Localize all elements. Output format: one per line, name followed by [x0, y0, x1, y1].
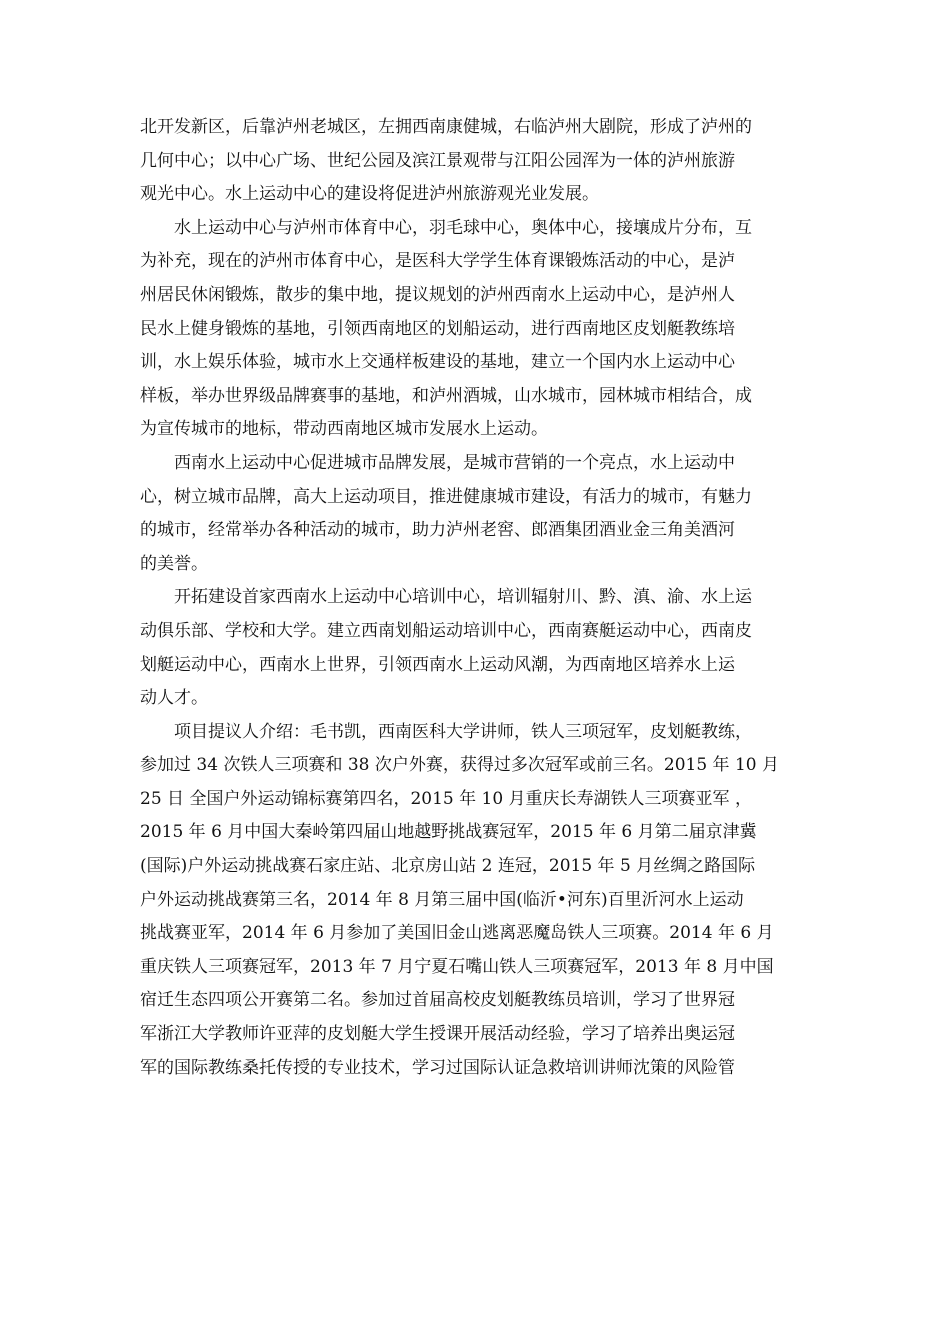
paragraph-continuation: 北开发新区，后靠泸州老城区，左拥西南康健城，右临泸州大剧院，形成了泸州的 几何中心；以中心广场、世纪公园及滨江景观带与江阳公园浑为一体的泸州旅游 观光中心。水上运动中心的建设将促进泸州旅游观光业发展。 — [140, 117, 752, 205]
paragraph-training-center: 开拓建设首家西南水上运动中心培训中心，培训辐射川、黔、滇、渝、水上运 动俱乐部、学校和大学。建立西南划船运动培训中心，西南赛艇运动中心，西南皮 划艇运动中心，西南水上世界，引领西南水上运动风潮，为西南地区培养水上运 动人才。 — [140, 587, 752, 709]
paragraph-sports-center: 水上运动中心与泸州市体育中心，羽毛球中心，奥体中心，接壤成片分布，互 为补充，现在的泸州市体育中心，是医科大学学生体育课锻炼活动的中心，是泸 州居民休闲锻炼，散步的集中地，提议规划的泸州西南水上运动中心，是泸州人 民水上健身锻炼的基地，引领西南地区的划船运动，进行西南地区皮划艇教练培 训，水上娱乐体验，城市水上交通样板建设的基地，建立一个国内水上运动中心 样板，举办世界级品牌赛事的基地，和泸州酒城，山水城市，园林城市相结合，成 为宣传城市的地标，带动西南地区城市发展水上运动。 — [140, 217, 752, 440]
document-body — [140, 111, 810, 1085]
paragraph-city-brand: 西南水上运动中心促进城市品牌发展，是城市营销的一个亮点，水上运动中 心，树立城市品牌，高大上运动项目，推进健康城市建设，有活力的城市，有魅力 的城市，经常举办各种活动的城市，助力泸州老窖、郎酒集团酒业金三角美酒河 的美誉。 — [140, 452, 752, 574]
paragraph-proposer-intro: 项目提议人介绍：毛书凯，西南医科大学讲师，铁人三项冠军，皮划艇教练， 参加过 34 次铁人三项赛和 38 次户外赛，获得过多次冠军或前三名。2015 年 10 月 25 日 全国户外运动锦标赛第四名，2015 年 10 月重庆长寿湖铁人三项赛亚军 ， 2015 年 6 月中国大秦岭第四届山地越野挑战赛冠军，2015 年 6 月第二届京津冀 (国际)户外运动挑战赛石家庄站、北京房山站 2 连冠，2015 年 5 月丝绸之路国际 户外运动挑战赛第三名，2014 年 8 月第三届中国(临沂•河东)百里沂河水上运动 挑战赛亚军，2014 年 6 月参加了美国旧金山逃离恶魔岛铁人三项赛。2014 年 6 月 重庆铁人三项赛冠军，2013 年 7 月宁夏石嘴山铁人三项赛冠军，2013 年 8 月中国 宿迁生态四项公开赛第二名。参加过首届高校皮划艇教练员培训，学习了世界冠 军浙江大学教师许亚萍的皮划艇大学生授课开展活动经验，学习了培养出奥运冠 军的国际教练桑托传授的专业技术，学习过国际认证急救培训讲师沈策的风险管 — [140, 721, 779, 1078]
